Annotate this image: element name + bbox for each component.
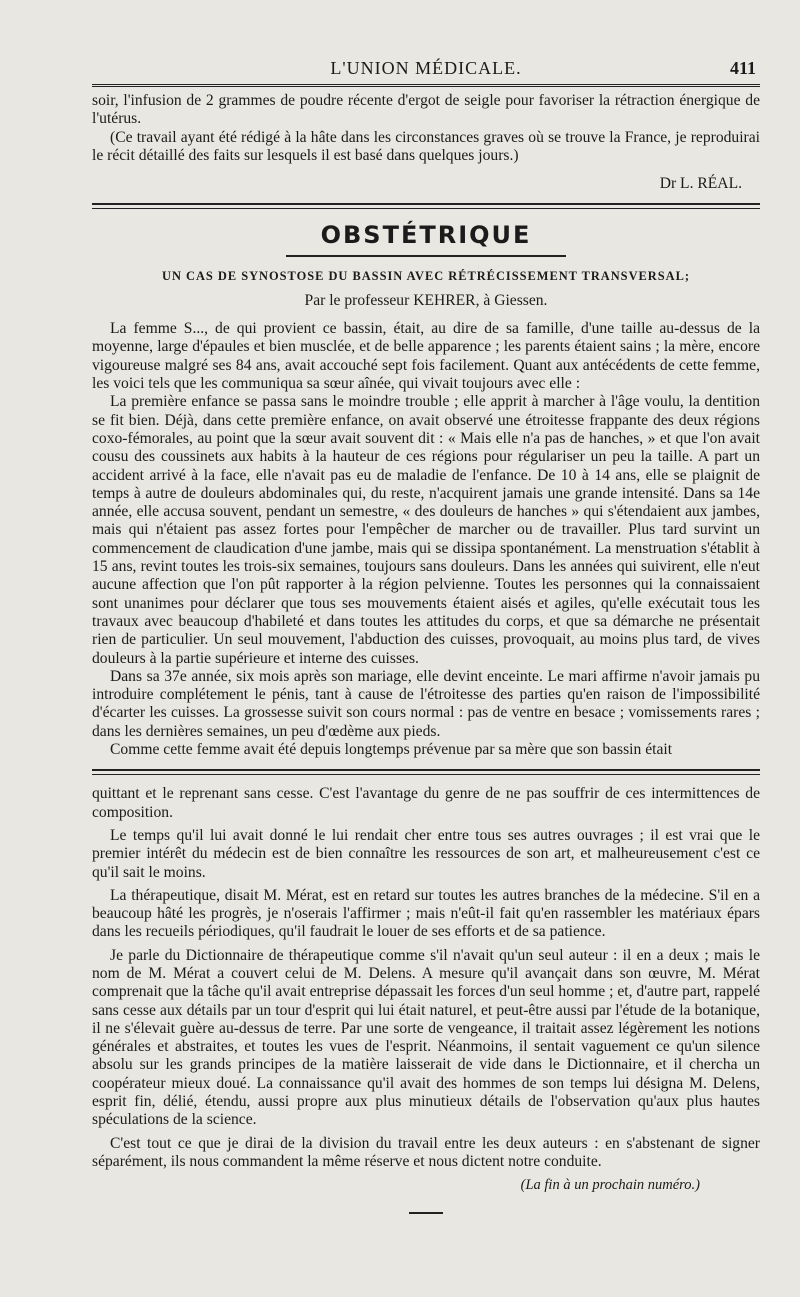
article-paragraph-2: La première enfance se passa sans le moindre trouble ; elle apprit à marcher à l'âge voulu, la dentition se fit bien. Déjà, dans cette première enfance, on avait observé une étroitesse frappante des deux régions coxo-fémorales, au point que la sœur avait souvent dit : « Mais elle n'a pas de hanches, » et que l'on avait cousu des coussinets aux habits à la hauteur de ces régions pour régulariser un peu la taille. A part un accident arrivé à la face, elle n'avait pas eu de maladie de l'enfance. De 10 à 14 ans, elle se plaignit de temps à autre de douleurs abdominales qui, du reste, n'acquirent jamais une grande intensité. Dans sa 14e année, elle accusa souvent, pendant un semestre, « des douleurs de hanches » qui s'étendaient aux jambes, mais qui n'étaient pas assez fortes pour l'empêcher de marcher ou de travailler. Plus tard survint un commencement de claudication d'une jambe, mais qui se dissipa spontanément. La menstruation s'établit à 15 ans, revint toutes les trois-six semaines, toujours sans douleurs. Dans les années qui suivirent, elle n'eut aucune affection que l'on pût rapporter à la région pelvienne. Toutes les personnes qui la connaissaient sont unanimes pour déclarer que tous ses mouvements étaient aisés et agiles, qu'elle exécutait tous les travaux avec beaucoup d'habileté et dans toutes les attitudes du corps, et que sa démarche ne présentait rien de particulier. Un seul mouvement, l'abduction des cuisses, provoquait, au moins plus tard, de vives douleurs à la partie supérieure et interne des cuisses. [92,393,760,667]
feuilleton-paragraph-3: La thérapeutique, disait M. Mérat, est en retard sur toutes les autres branches de la médecine. S'il en a beaucoup hâté les progrès, je n'oserais l'affirmer ; mais n'eût-il fait qu'en rassembler les matériaux épars dans les recueils périodiques, qu'il faudrait le louer de ses efforts et de sa patience. [92,886,760,941]
article-paragraph-3: Dans sa 37e année, six mois après son mariage, elle devint enceinte. Le mari affirme n'avoir jamais pu introduire complétement le pénis, tant à cause de l'étroitesse des parties qu'en raison de l'impossibilité d'écarter les cuisses. La grossesse suivit son cours normal : pas de ventre en besace ; vomissements rares ; dans les dernières semaines, un peu d'œdème aux pieds. [92,667,760,740]
section-rule [92,203,760,209]
feuilleton-paragraph-1: quittant et le reprenant sans cesse. C'est l'avantage du genre de ne pas souffrir de ces intermittences de composition. [92,785,760,821]
section-title: OBSTÉTRIQUE [320,221,532,250]
page-header [92,54,760,84]
article-author: Par le professeur KEHRER, à Giessen. [304,292,548,310]
feuilleton-paragraph-2: Le temps qu'il lui avait donné le lui rendait cher entre tous ses autres ouvrages ; il est vrai que le premier intérêt du médecin est de bien connaître les ressources de son art, et malheureusement c'est ce qu'il sait le moins. [92,826,760,881]
article-subtitle: UN CAS DE SYNOSTOSE DU BASSIN AVEC RÉTRÉCISSEMENT TRANSVERSAL; [162,269,690,284]
page-number: 411 [729,58,756,78]
top-paragraph-2: (Ce travail ayant été rédigé à la hâte dans les circonstances graves où se trouve la France, je reproduirai le récit détaillé des faits sur lesquels il est basé dans quelques jours.) [92,128,760,164]
end-rule [409,1212,443,1214]
feuilleton-paragraph-4: Je parle du Dictionnaire de thérapeutique comme s'il n'avait qu'un seul auteur : il en a deux ; mais le nom de M. Mérat a couvert celui de M. Delens. A mesure qu'il avançait dans son œuvre, M. Mérat comprenait que la tâche qu'il avait entreprise dépassait les forces d'un seul homme ; et, d'autre part, rappelé sans cesse aux détails par un tour d'esprit qui lui était naturel, et peut-être aussi par l'étude de la botanique, il ne s'élevait guère au-dessus de terre. Par une sorte de vengeance, il traitait assez légèrement les notions générales et abstraites, et toutes les vues de l'esprit. Néanmoins, il sentait vaguement ce qu'un silence absolu sur les grands principes de la matière laisserait de vide dans le Dictionnaire, et il chercha un coopérateur mieux doué. La connaissance qu'il avait des hommes de son temps lui désigna M. Delens, esprit fin, délié, étendu, aussi propre aux plus minutieux détails de l'observation qu'aux plus hautes spéculations de la science. [92,946,760,1129]
continued-note: (La fin à un prochain numéro.) [520,1177,700,1194]
article-paragraph-1: La femme S..., de qui provient ce bassin, était, au dire de sa famille, d'une taille au-dessus de la moyenne, large d'épaules et bien musclée, et de belle apparence ; les parents étaient sains ; la mère, encore vigoureuse malgré ses 84 ans, avait accouché sept fois facilement. Quant aux antécédents de cette femme, les voici tels que les communiqua sa sœur aînée, qui vivait toujours avec elle : [92,320,760,393]
article-paragraph-4: Comme cette femme avait été depuis longtemps prévenue par sa mère que son bassin était [110,741,673,759]
feuilleton-paragraph-5: C'est tout ce que je dirai de la division du travail entre les deux auteurs : en s'abstenant de signer séparément, ils nous commandent la même réserve et nous dictent notre conduite. [92,1134,760,1170]
journal-title: L'UNION MÉDICALE. [330,58,522,78]
top-paragraph-1: soir, l'infusion de 2 grammes de poudre récente d'ergot de seigle pour favoriser la rétraction énergique de l'utérus. [92,92,760,128]
title-underline [286,255,566,257]
signature: Dr L. RÉAL. [659,175,742,193]
